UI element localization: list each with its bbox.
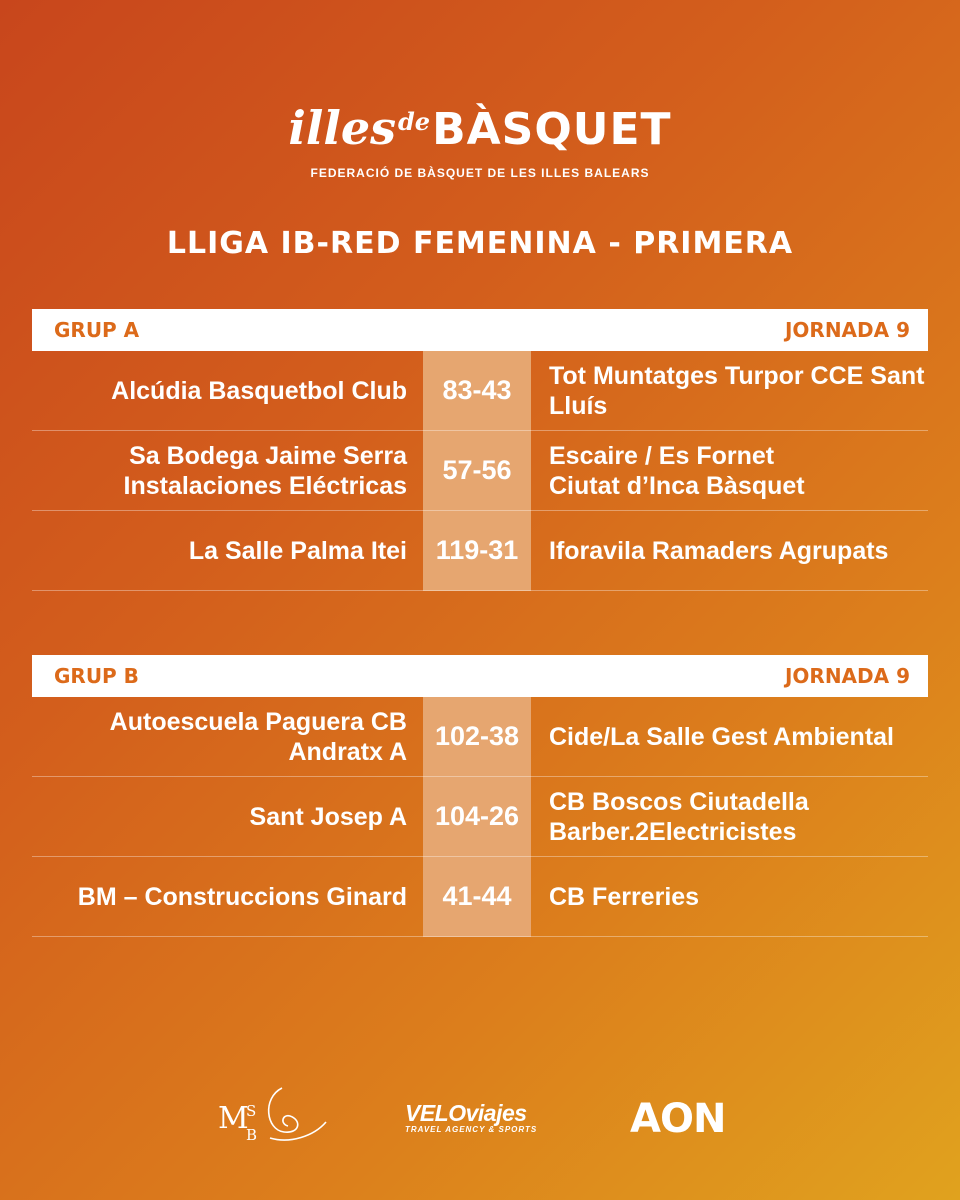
page-title: LLIGA IB-RED FEMENINA - PRIMERA (166, 226, 794, 261)
home-team-line: Autoescuela Paguera CB Andratx A (109, 707, 407, 766)
group-name: GRUP A (54, 318, 140, 342)
home-team-line: Instalaciones Eléctricas (123, 471, 407, 500)
round-label: JORNADA 9 (784, 664, 910, 688)
veloviajes-name: VELOviajes (405, 1100, 527, 1126)
home-team-line: La Salle Palma Itei (188, 536, 407, 565)
logo-basquet: BÀSQUET (432, 104, 672, 155)
away-team-line: Escaire / Es Fornet (549, 441, 775, 470)
match-score: 57-56 (442, 455, 512, 485)
veloviajes-logo (405, 1100, 537, 1134)
logo-subtitle: FEDERACIÓ DE BÀSQUET DE LES ILLES BALEARS (310, 166, 650, 180)
away-team-line: Barber.2Electricistes (549, 817, 797, 846)
away-team-line: Cide/La Salle Gest Ambiental (549, 722, 895, 751)
match-row (32, 697, 928, 777)
federation-logo (0, 92, 960, 180)
home-team-line: BM – Construccions Ginard (77, 882, 407, 911)
match-row (32, 351, 928, 431)
group-header (32, 309, 928, 351)
home-team (32, 882, 407, 912)
away-team-line: CB Boscos Ciutadella (549, 787, 809, 816)
svg-text:S: S (246, 1102, 257, 1120)
logo-illes: illes (288, 101, 397, 155)
match-score: 41-44 (442, 881, 512, 911)
msb-logo-icon (210, 1080, 330, 1150)
away-team (549, 536, 928, 566)
group-header (32, 655, 928, 697)
aon-logo: AON (630, 1096, 726, 1142)
svg-text:M: M (218, 1101, 249, 1136)
round-label: JORNADA 9 (784, 318, 910, 342)
veloviajes-tagline: TRAVEL AGENCY & SPORTS (405, 1125, 538, 1134)
away-team-line: CB Ferreries (549, 882, 700, 911)
group-name: GRUP B (54, 664, 139, 688)
home-team (32, 376, 407, 406)
match-score: 102-38 (434, 721, 520, 751)
match-score: 83-43 (442, 375, 512, 405)
match-score: 119-31 (435, 535, 519, 565)
sponsors-bar (0, 1080, 960, 1150)
away-team-line: Iforavila Ramaders Agrupats (549, 536, 889, 565)
logo-wordmark (0, 92, 960, 160)
match-row (32, 511, 928, 591)
away-team (549, 882, 928, 912)
away-team (549, 722, 928, 752)
match-row (32, 431, 928, 511)
home-team (32, 707, 407, 767)
home-team-line: Sant Josep A (249, 802, 407, 831)
home-team-line: Sa Bodega Jaime Serra (129, 441, 407, 470)
home-team (32, 536, 407, 566)
match-row (32, 857, 928, 937)
svg-text:B: B (246, 1126, 258, 1144)
home-team (32, 441, 407, 501)
match-row (32, 777, 928, 857)
away-team-line: Tot Muntatges Turpor CCE Sant Lluís (549, 361, 925, 420)
group-b (32, 655, 928, 937)
home-team-line: Alcúdia Basquetbol Club (111, 376, 407, 405)
home-team (32, 802, 407, 832)
away-team-line: Ciutat d’Inca Bàsquet (549, 471, 805, 500)
msb-logo (210, 1080, 330, 1150)
group-a (32, 309, 928, 591)
away-team (549, 441, 928, 501)
away-team (549, 787, 928, 847)
away-team (549, 361, 928, 421)
match-score: 104-26 (434, 801, 520, 831)
logo-de: de (398, 107, 431, 136)
